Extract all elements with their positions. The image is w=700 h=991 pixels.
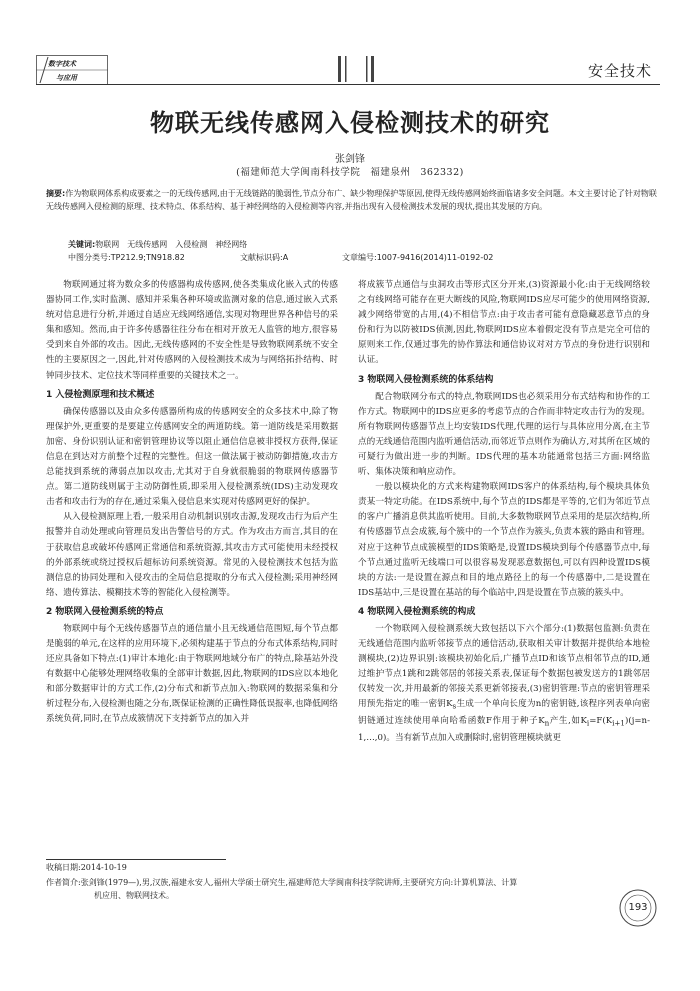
page-number-badge	[618, 888, 658, 928]
section2-paragraph-cont: 将成簇节点通信与虫洞攻击等形式区分开来,(3)资源最小化:由于无线网络较之有线网络可能存在更大断线的风险,物联网IDS应尽可能少的使用网络资源,减少网络带宽的占用,(4)不相信节点:由于攻击者可能有意隐藏恶意节点的身份和行为以防被IDS侦测,因此,物联网IDS应本着假定没有节点是完全可信的原则来工作,仅通过事先的协作算法和通信协议对对方节点的身份进行识别和认证。	[358, 280, 650, 366]
section2-paragraph: 物联网中每个无线传感器节点的通信量小且无线通信范围短,每个节点都是脆弱的单元,在这样的应用环境下,必须构建基于节点的分布式体系结构,同时还应具备如下特点:(1)审计本地化:由于物联网地域分布广的特点,除基站外没有数据中心能够处理网络收集的全部审计数据,因此,物联网的IDS应以本地化和部分数据审计的方式工作,(2)分布式和新节点加入:物联网的数据采集和分析过程分布,入侵检测也随之分布,既保证检测的正确性降低误报率,也降低网络系统负荷,同时,在节点成簇情况下支持新节点的加入并	[46, 623, 338, 725]
intro-paragraph: 物联网通过将为数众多的传感器构成传感网,使各类集成化嵌入式的传感器协同工作,实时监测、感知并采集各种环境或监测对象的信息,通过嵌入式系统对信息进行分析,并通过自适应无线网络通信,实现对物理世界各种信号的采集和感知。然而,由于许多传感器往往分布在相对开放无人监管的地方,很容易受到来自外部的攻击。因此,无线传感网的不安全性是导致物联网系统不安全性的主要原因之一,因此,针对传感网的入侵检测技术成为与网络拓扑结构、时钟同步技术、定位技术等同样重要的关键技术之一。	[46, 280, 338, 381]
keywords	[68, 239, 247, 250]
document-code: 文献标识码:A	[240, 253, 289, 262]
section-label: 安全技术	[587, 62, 652, 80]
section4-paragraph	[358, 622, 650, 746]
clc-number: 中图分类号:TP212.9;TN918.82	[68, 253, 185, 262]
keywords-text: 物联网 无线传感网 入侵检测 神经网络	[95, 240, 248, 249]
header-rule	[36, 84, 660, 85]
keywords-label: 关键词:	[68, 240, 96, 249]
subscript-i: i	[586, 718, 590, 728]
author-affiliation: (福建师范大学闽南科技学院 福建泉州 362332)	[236, 167, 464, 178]
author-bio	[46, 876, 658, 902]
section-heading-1: 1 入侵检测原理和技术概述	[46, 389, 155, 400]
author-name: 张剑锋	[335, 154, 365, 165]
subscript-n: n	[544, 718, 550, 728]
abstract	[46, 188, 658, 213]
section-heading-2: 2 物联网入侵检测系统的特点	[46, 606, 164, 617]
received-date: 收稿日期:2014-10-19	[46, 863, 127, 872]
header-bars-icon	[336, 54, 376, 84]
section-heading-4: 4 物联网入侵检测系统的构成	[358, 606, 476, 617]
footnote-rule	[46, 859, 226, 860]
page-number: 193	[628, 902, 648, 913]
section4-text-4: =F(K	[589, 716, 613, 727]
article-number: 文章编号:1007-9416(2014)11-0192-02	[342, 253, 494, 262]
section-heading-3: 3 物联网入侵检测系统的体系结构	[358, 374, 494, 385]
left-column	[46, 278, 338, 728]
section4-text-2: 生成一个单向长度为n的密钥链,该程序列表单向密钥链通过连续使用单向哈希函数F作用于种子K	[358, 699, 650, 727]
right-column	[358, 278, 650, 746]
abstract-label: 摘要:	[46, 189, 66, 198]
section1-paragraph-a: 确保传感器以及由众多传感器所构成的传感网安全的众多技术中,除了物理保护外,更重要的是要建立传感网安全的两道防线。第一道防线是采用数据加密、身份识别认证和密钥管理协议等以阻止通信信息被非授权方获得,保证信息在到达对方前整个过程的完整性。但这一做法属于被动防御措施,攻击方总能找到系统的薄弱点加以攻击,尤其对于自身就很脆弱的物联网传感器节点。第二道防线则属于主动防御性质,即采用入侵检测系统(IDS)主动发现攻击者和攻击行为的存在,通过采集入侵信息来实现对传感网更好的保护。	[46, 406, 338, 508]
section1-paragraph-b: 从入侵检测原理上看,一般采用自动机制识别攻击源,发现攻击行为后产生报警并自动处理或向管理员发出告警信号的方式。作为攻击方而言,其目的在于获取信息或破坏传感网正常通信和系统资源,其攻击方式可能使用未经授权的外部系统或绕过授权后超标访问系统资源。常见的入侵检测技术包括为监测信息的协同处理和入侵攻击的全局信息提取的分布式入侵检测;采用神经网络、遗传算法、模糊技术等的智能化入侵检测等。	[46, 512, 338, 598]
subscript-i-plus-1: i+1	[612, 718, 625, 728]
author-bio-text: 作者简介:张剑锋(1979—),男,汉族,福建永安人,福州大学硕士研究生,福建师范大学闽南科技学院讲师,主要研究方向:计算机算法、计算	[46, 878, 518, 887]
section4-text-5: )(j=n-1,…,0)。当有新节点加入或删除时,密钥管理模块就更	[358, 716, 650, 743]
journal-logo-line2: 与应用	[56, 73, 77, 82]
section3-paragraph-b: 一般以模块化的方式来构建物联网IDS客户的体系结构,每个模块具体负责某一特定功能。在IDS系统中,每个节点的IDS都是平等的,它们为邻近节点的客户广播消息供其监听使用。目前,大多数物联网节点采用的是层次结构,所有传感器节点会成簇,每个簇中的一个节点作为簇头,负责本簇的路由和管理。对应于这种节点成簇模型的IDS策略是,设置IDS模块到每个传感器节点中,每个节点通过监听无线端口可以很容易发现恶意数据包,可以有四种设置IDS模块的方法:一是设置在源点和目的地点路径上的每一个传感器中,二是设置在IDS基站中,三是设置在基站的每个临站中,四是设置在节点簇的簇头中。	[358, 482, 650, 598]
author-bio-cont: 机应用、物联网技术。	[94, 891, 174, 900]
journal-logo	[34, 54, 110, 86]
journal-logo-line1: 数字技术	[48, 59, 76, 68]
article-title: 物联无线传感网入侵检测技术的研究	[150, 108, 550, 137]
section4-text-1: 一个物联网入侵检测系统大致包括以下六个部分:(1)数据包监测:负责在无线通信范围内监听邻接节点的通信活动,获取相关审计数据并提供给本地检测模块,(2)边界识别:该模块初始化后,广播节点ID和该节点相邻节点的ID,通过维护节点1跳和2跳邻居的邻接关系表,保证每个数据包被发送方的1跳邻居仅转发一次,并用最新的邻接关系更新邻接表,(3)密钥管理:节点的密钥管理采用预先指定的唯一密钥K	[358, 623, 650, 710]
section4-text-3: 产生,如K	[549, 716, 587, 727]
abstract-text: 作为物联网体系构成要素之一的无线传感网,由于无线链路的脆弱性,节点分布广、缺少物理保护等原因,使得无线传感网始终面临诸多安全问题。本文主要讨论了针对物联无线传感网入侵检测的原理、技术特点、体系结构、基于神经网络的入侵检测等内容,并指出现有入侵检测技术发展的现状,提出其发展的方向。	[46, 189, 657, 211]
section3-paragraph-a: 配合物联网分布式的特点,物联网IDS也必须采用分布式结构和协作的工作方式。物联网中的IDS应更多的考虑节点的合作而非特定攻击行为的发现。所有物联网传感器节点上均安装IDS代理,代理的运行与具体应用分离,在主节点的无线通信范围内监听通信活动,而邻近节点则作为确认方,对其所在区域的可疑行为做出进一步的判断。IDS代理的基本功能通常包括三方面:网络监听、集体决策和响应动作。	[358, 391, 650, 478]
subscript-s: s	[452, 702, 457, 712]
